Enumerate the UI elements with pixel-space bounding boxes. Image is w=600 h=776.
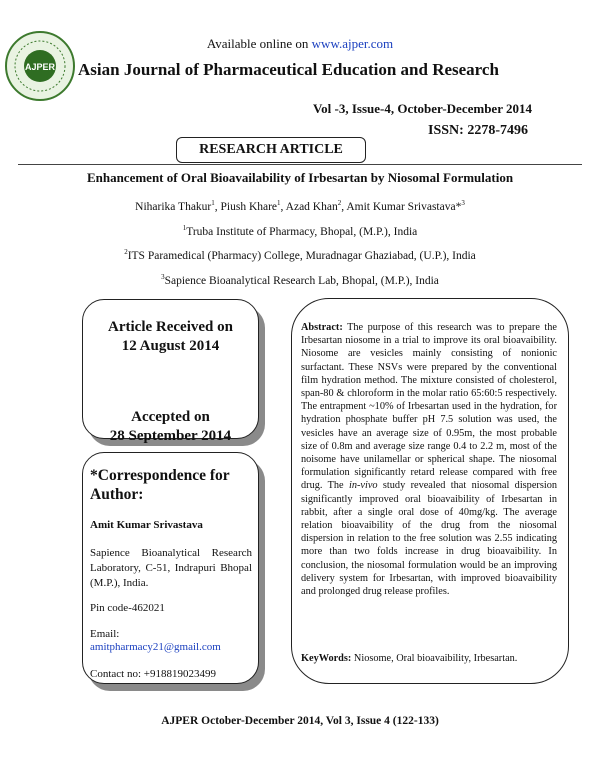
page-footer-citation: AJPER October-December 2014, Vol 3, Issue 4 (122-133) bbox=[161, 715, 439, 727]
affiliation: $^1$Truba Institute of Pharmacy, Bhopal, (M.P.), India bbox=[182, 224, 418, 238]
email-link[interactable]: amitpharmacy21@gmail.com bbox=[90, 641, 221, 653]
email-label: Email: bbox=[90, 628, 120, 640]
correspondence-heading: *Correspondence for Author: bbox=[90, 467, 230, 503]
affiliation: $^3$Sapience Bioanalytical Research Lab, Bhopal, (M.P.), India bbox=[161, 273, 439, 287]
issn: ISSN: 2278-7496 bbox=[428, 123, 528, 138]
keywords: KeyWords: Niosome, Oral bioavaibility, Irbesartan. bbox=[301, 653, 518, 664]
author-name: Piush Khare bbox=[220, 201, 278, 213]
author-name: Amit Kumar Srivastava* bbox=[346, 201, 462, 213]
article-type-badge: RESEARCH ARTICLE bbox=[176, 137, 366, 163]
received-label: Article Received on bbox=[108, 319, 233, 335]
divider bbox=[18, 164, 582, 165]
keywords-label: KeyWords: bbox=[301, 653, 352, 664]
accepted-label: Accepted on bbox=[131, 409, 210, 425]
author-name: Azad Khan bbox=[285, 201, 338, 213]
logo-text: AJPER bbox=[24, 62, 56, 72]
accepted-info bbox=[82, 408, 259, 446]
article-title: Enhancement of Oral Bioavailability of Irbesartan by Niosomal Formulation bbox=[86, 170, 514, 185]
author-list: Niharika Thakur$^1$, Piush Khare$^1$, Azad Khan$^2$, Amit Kumar Srivastava*$^3$ bbox=[135, 199, 465, 213]
journal-url-link[interactable]: www.ajper.com bbox=[311, 36, 394, 51]
correspondence-pincode: Pin code-462021 bbox=[90, 602, 165, 614]
abstract-label: Abstract: bbox=[301, 322, 343, 333]
correspondence-address: Sapience Bioanalytical Research Laboratory, C-51, Indrapuri Bhopal (M.P.), India. bbox=[90, 547, 252, 589]
author-name: Niharika Thakur bbox=[135, 201, 212, 213]
accepted-date: 28 September 2014 bbox=[109, 428, 232, 444]
abstract-text: Abstract: The purpose of this research was to prepare the Irbesartan niosome in a trial to improve its oral bioavaibility. Niosome are vesicles mainly consisting of nonionic surfactant. These NSVs were prepared by the conventional film hydration method. The mixture consisted of cholesterol, span-80 & chloroform in the molar ratio 65:60:5 respectively. The entrapment ~10% of Irbesartan used in the hydration, for hydration phosphate buffer pH 7.5 solution was used, the vesicles have an average size of 0.95m, the most probable size of 0.8m and average size range 0.4 to 2.2 m, most of the noisome have unilamellar or spherical shape. The niosomal formulation significantly retard release compared with free drug. The in-vivo study revealed that niosomal dispersion significantly improved oral bioavaibility of Irbesartan in rabbit, after a single oral dose of 40mg/kg. The average relation bioavaibility of the drug from the niosomal dispersion in relation to the free solution was 2.55 indicating more than two folds increase in drug bioavaibility. In conclusion, the niosomal formulation would be an improving delivery system for Irbesartan, with improved bioavaibility and prolonged drug release profiles. bbox=[301, 322, 557, 598]
contact-number: Contact no: +918819023499 bbox=[90, 668, 216, 680]
correspondence-name: Amit Kumar Srivastava bbox=[90, 519, 203, 531]
journal-name: Asian Journal of Pharmaceutical Education and Research bbox=[78, 60, 499, 79]
available-prefix: Available online on bbox=[206, 36, 312, 51]
received-info bbox=[82, 318, 259, 356]
availability-line bbox=[0, 36, 600, 52]
volume-line: Vol -3, Issue-4, October-December 2014 bbox=[312, 101, 532, 116]
received-date: 12 August 2014 bbox=[121, 338, 220, 354]
affiliation: $^2$ITS Paramedical (Pharmacy) College, Muradnagar Ghaziabad, (U.P.), India bbox=[124, 248, 476, 262]
